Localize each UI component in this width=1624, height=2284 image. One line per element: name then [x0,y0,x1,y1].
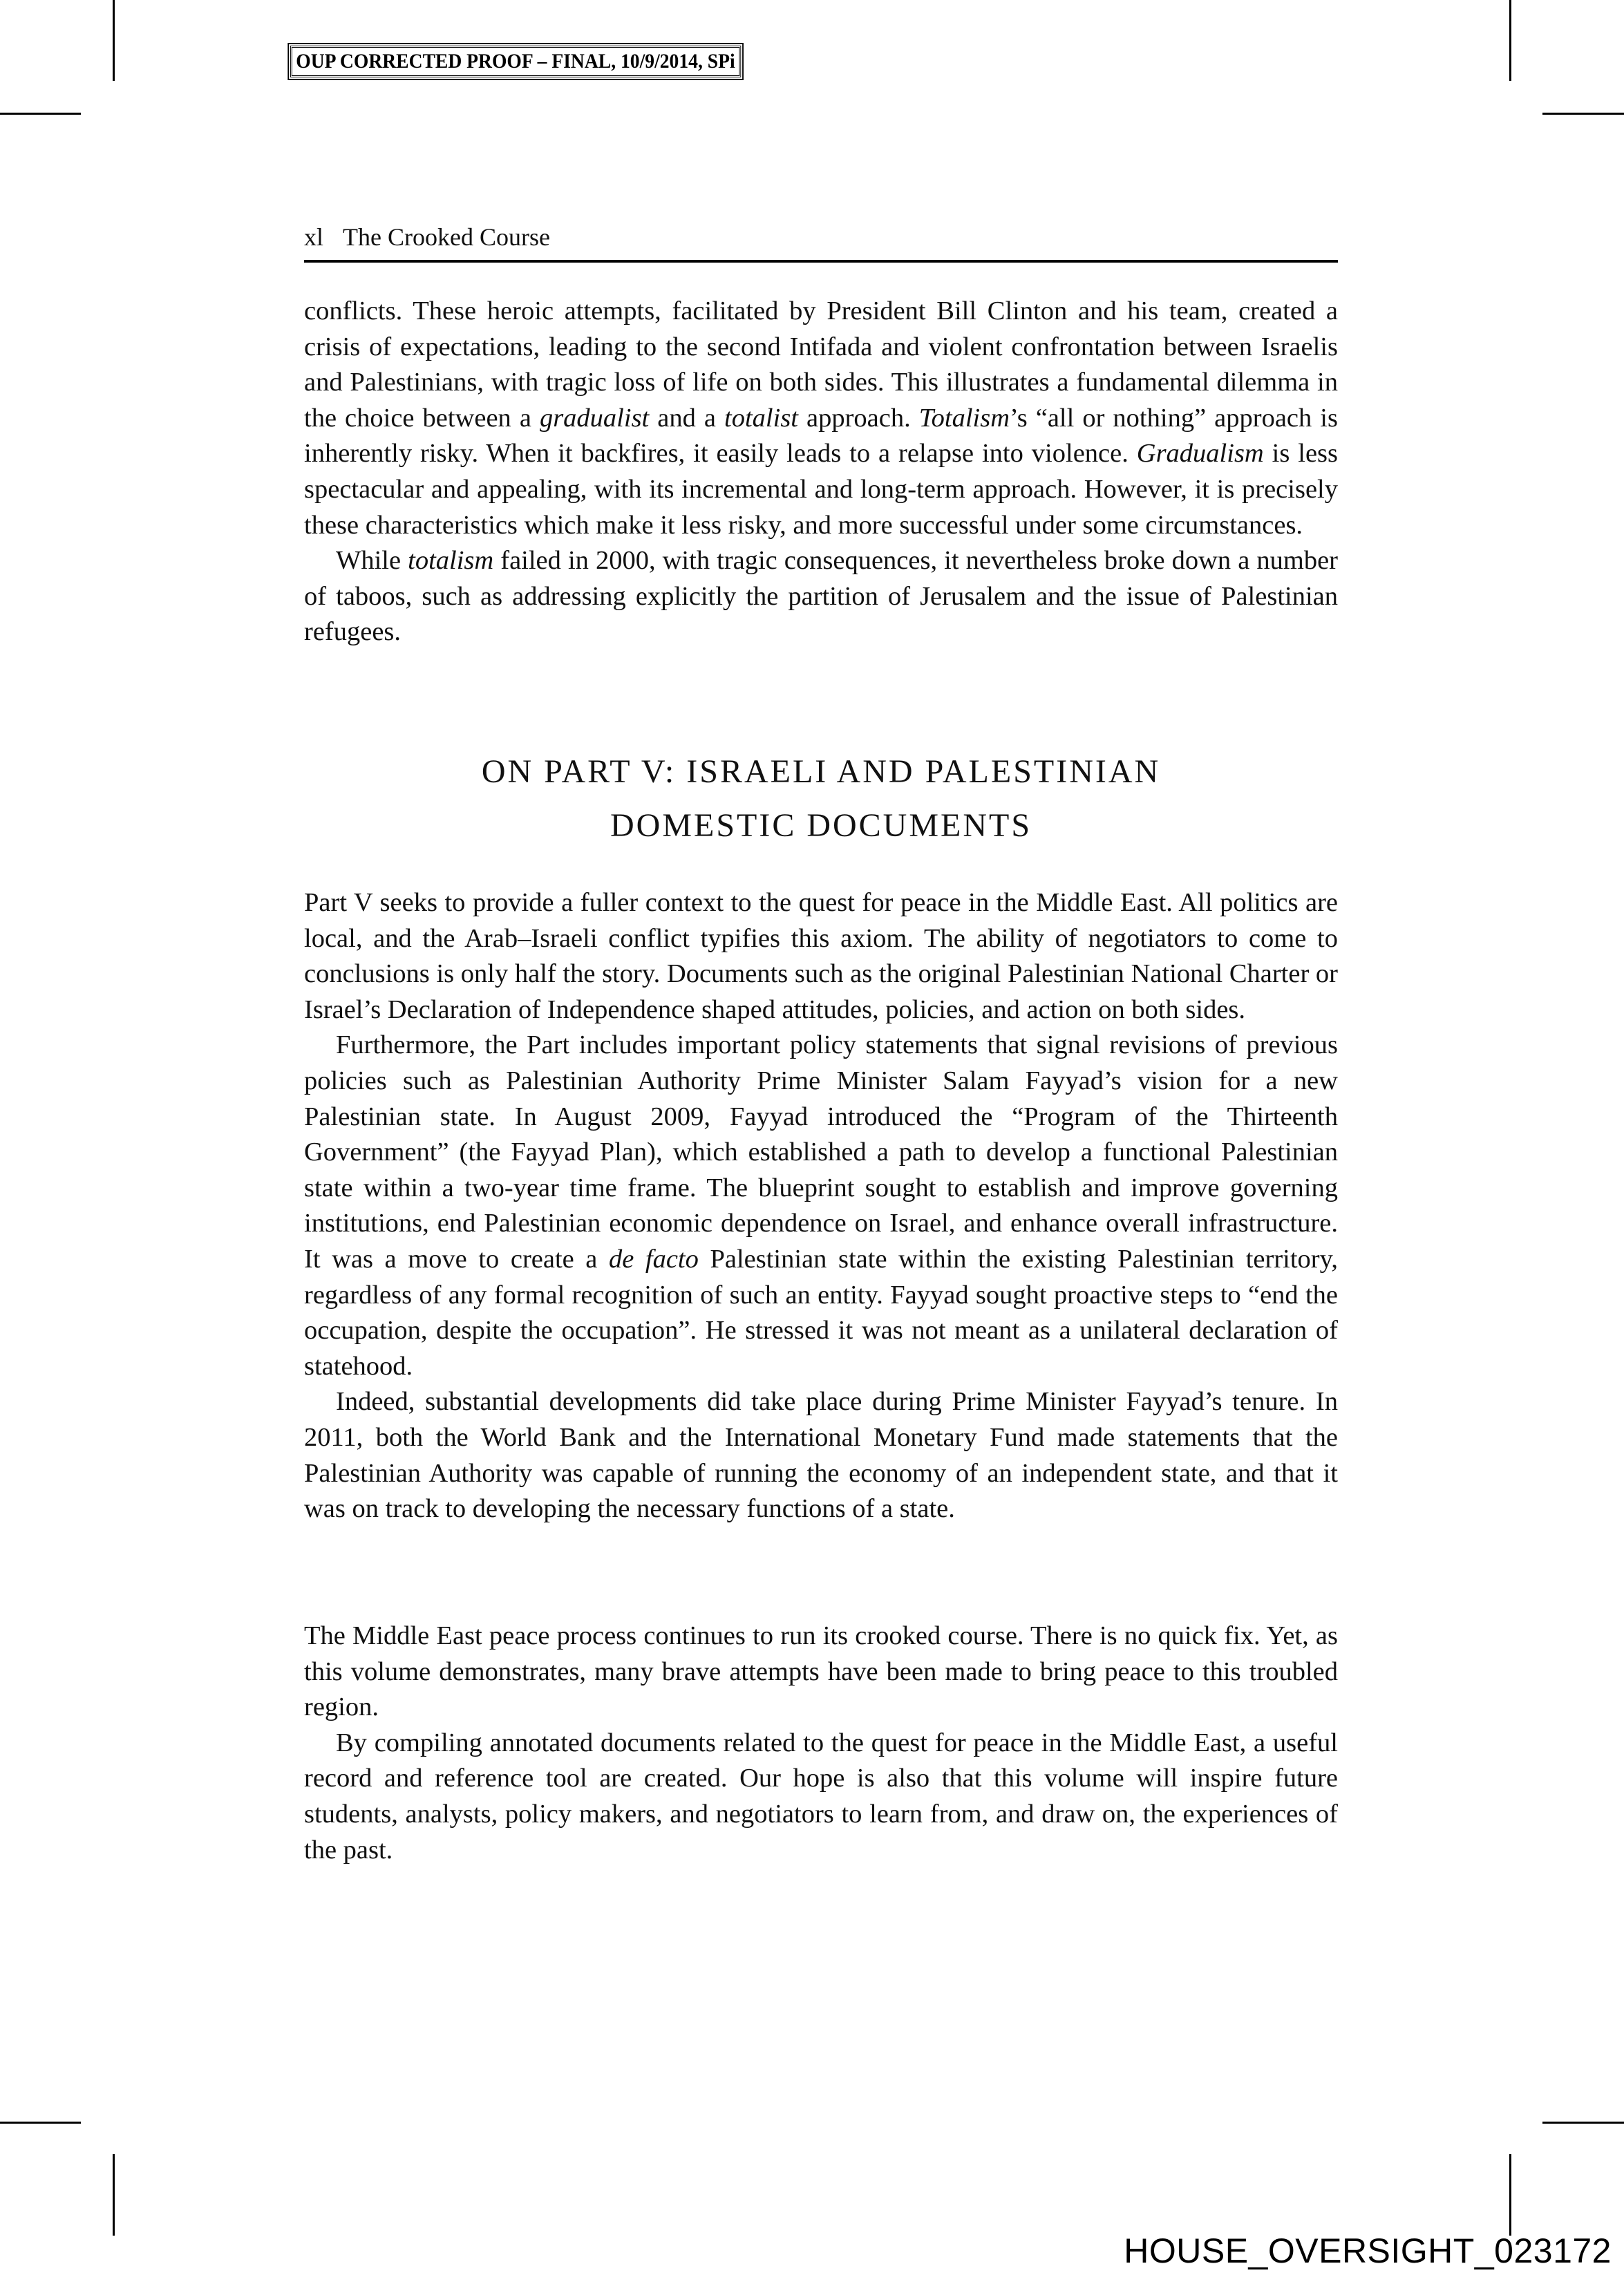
book-title: The Crooked Course [343,223,550,251]
italic-term: totalism [408,546,494,576]
crop-mark-bottom-right-horizontal [1542,2122,1624,2124]
paragraph: The Middle East peace process continues to run its crooked course. There is no quick fix. Yet, as this volume demonstrates, many brave attempts have been made to bring peace to this troubled region. [304,1621,1338,1722]
crop-mark-top-left-horizontal [0,113,81,115]
italic-term: totalist [724,403,798,433]
paragraph: While totalism failed in 2000, with tragic consequences, it nevertheless broke down a number of taboos, such as addressing explicitly the partition of Jerusalem and the issue of Palestinian refugees. [304,546,1338,647]
paragraph: Furthermore, the Part includes important policy statements that signal revisions of previous policies such as Palestinian Authority Prime Minister Salam Fayyad’s vision for a new Palestinian state. In August 2009, Fayyad introduced the “Program of the Thirteenth Government” (the Fayyad Plan), which established a path to develop a functional Palestinian state within a two-year time frame. The blueprint sought to establish and improve governing institutions, end Palestinian economic dependence on Israel, and enhance overall infrastructure. It was a move to create a de facto Palestinian state within the existing Palestinian territory, regardless of any formal recognition of such an entity. Fayyad sought proactive steps to “end the occupation, despite the occupation”. He stressed it was not meant as a unilateral declaration of statehood. [304,1030,1338,1381]
page-folio: xl [304,223,324,251]
crop-mark-bottom-left-horizontal [0,2122,81,2124]
paragraph: By compiling annotated documents related to the quest for peace in the Middle East, a useful record and reference tool are created. Our hope is also that this volume will inspire future students, analysts, policy makers, and negotiators to learn from, and draw on, the experiences of the past. [304,1728,1338,1865]
section-heading-line-2: DOMESTIC DOCUMENTS [610,807,1032,844]
crop-mark-top-right-horizontal [1542,113,1624,115]
body-text-section-1 [304,294,1338,650]
paragraph: Indeed, substantial developments did take place during Prime Minister Fayyad’s tenure. In 2011, both the World Bank and the International Monetary Fund made statements that the Palestinian Authority was capable of running the economy of an independent state, and that it was on track to developing the necessary functions of a state. [304,1387,1338,1524]
italic-term: de facto [608,1244,699,1274]
crop-mark-bottom-right-vertical [1509,2154,1511,2236]
bates-number: HOUSE_OVERSIGHT_023172 [1124,2231,1612,2270]
paragraph: conflicts. These heroic attempts, facilitated by President Bill Clinton and his team, created a crisis of expectations, leading to the second Intifada and violent confrontation between Israelis and Palestinians, with tragic loss of life on both sides. This illustrates a fundamental dilemma in the choice between a gradualist and a totalist approach. Totalism’s “all or nothing” approach is inherently risky. When it backfires, it easily leads to a relapse into violence. Gradualism is less spectacular and appealing, with its incremental and long-term approach. However, it is precisely these characteristics which make it less risky, and more successful under some circumstances. [304,296,1338,540]
body-text-section-2 [304,885,1338,1527]
crop-mark-top-right-vertical [1509,0,1511,81]
paragraph: Part V seeks to provide a fuller context to the quest for peace in the Middle East. All politics are local, and the Arab–Israeli conflict typifies this axiom. The ability of negotiators to come to conclusions is only half the story. Documents such as the original Palestinian National Charter or Israel’s Declaration of Independence shaped attitudes, policies, and action on both sides. [304,888,1338,1024]
proof-stamp [290,46,741,77]
body-text-section-3 [304,1618,1338,1868]
proof-stamp-text: OUP CORRECTED PROOF – FINAL, 10/9/2014, SPi [296,50,735,73]
italic-term: Totalism [918,403,1010,433]
section-heading [304,745,1338,853]
italic-term: Gradualism [1136,439,1264,469]
crop-mark-top-left-vertical [113,0,115,81]
section-heading-line-1: ON PART V: ISRAELI AND PALESTINIAN [481,753,1161,790]
crop-mark-bottom-left-vertical [113,2154,115,2236]
italic-term: gradualist [539,403,650,433]
running-head [304,220,1338,263]
